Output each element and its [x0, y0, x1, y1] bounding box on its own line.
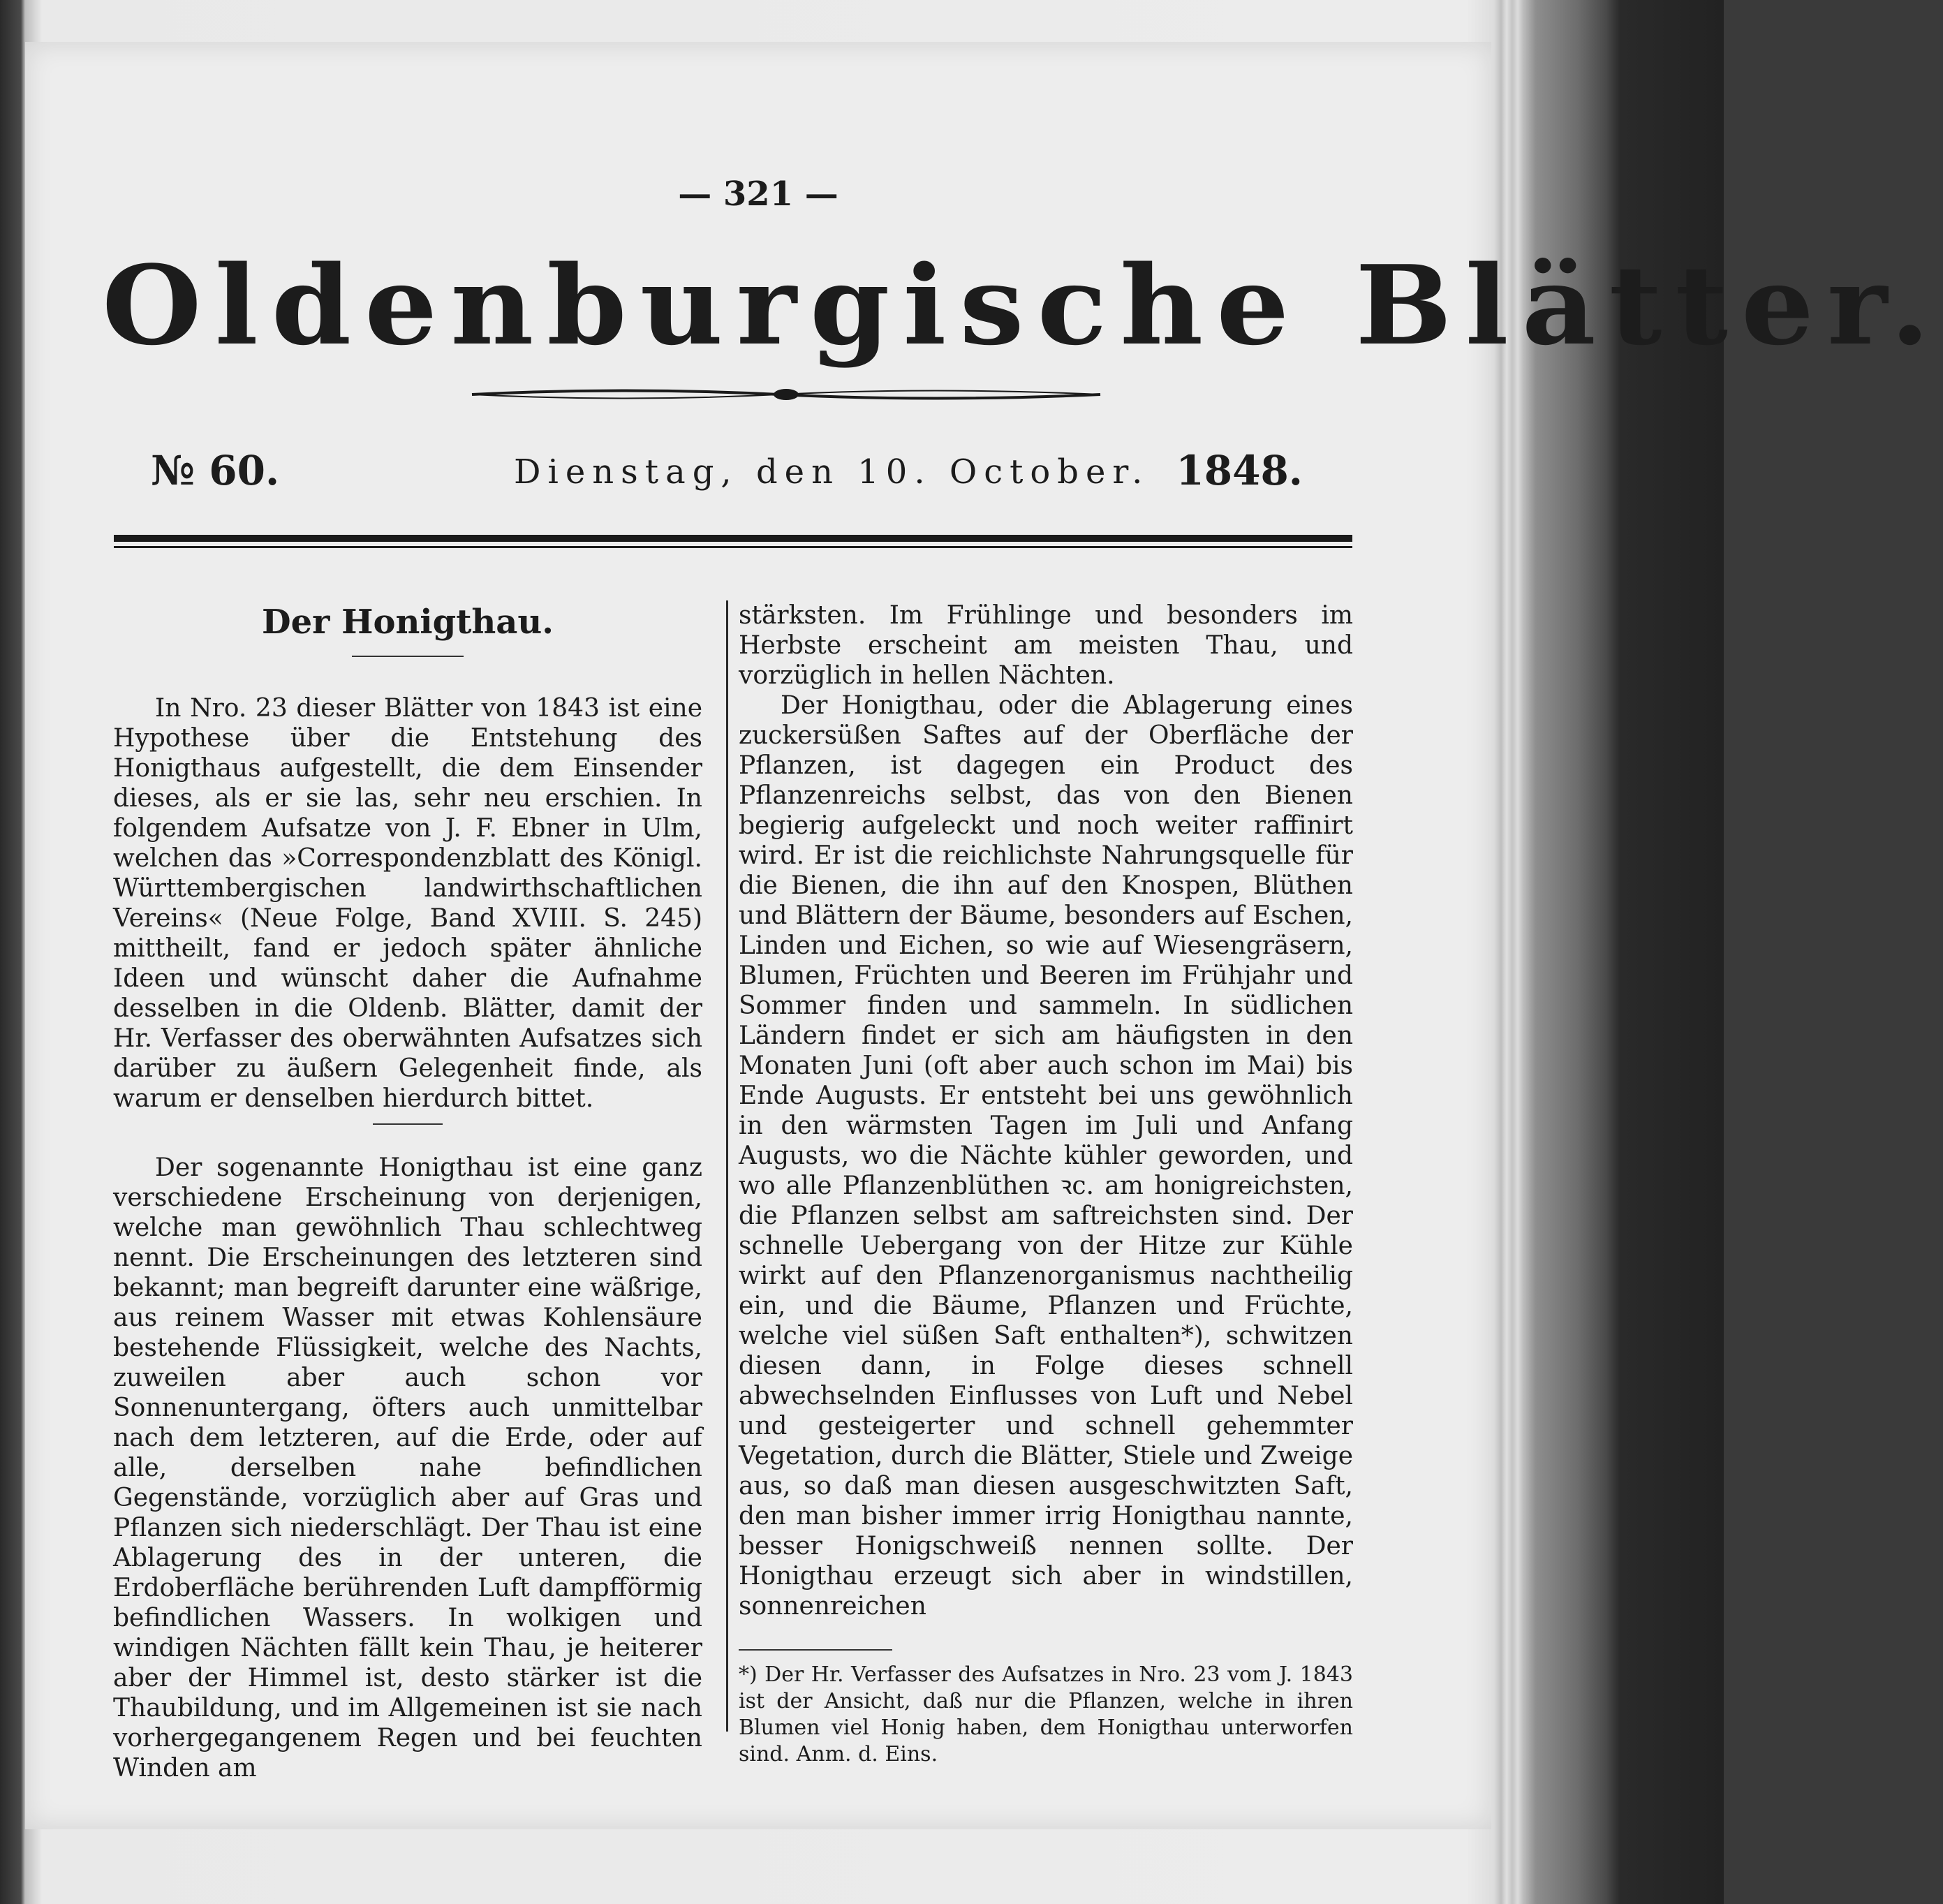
footnote-rule	[739, 1649, 892, 1651]
article-paragraph-1: Der sogenannte Honigthau ist eine ganz verschiedene Erscheinung von derjenigen, welche man gewöhnlich Thau schlechtweg nennt. Die Erscheinungen des letzteren sind bekannt; man begreift darunter eine wäßrige, aus reinem Wasser mit etwas Kohlensäure bestehende Flüssigkeit, welche des Nachts, zuweilen aber auch schon vor Sonnenuntergang, öfters auch unmittelbar nach dem letzteren, auf die Erde, oder auf alle, derselben nahe befindlichen Gegenstände, vorzüglich aber auf Gras und Pflanzen sich niederschlägt. Der Thau ist eine Ablagerung des in der unteren, die Erdoberfläche berührenden Luft dampfförmig befindlichen Wassers. In wolkigen und windigen Nächten fällt kein Thau, je heiterer aber der Himmel ist, desto stärker ist die Thaubildung, und im Allgemeinen ist sie nach vorhergegangenem Regen und bei feuchten Winden am	[113, 1153, 702, 1783]
article-paragraph-2: Der Honigthau, oder die Ablagerung eines zuckersüßen Saftes auf der Oberfläche der Pflanzen, ist dagegen ein Product des Pflanzenreichs selbst, das von den Bienen begierig aufgeleckt und noch weiter raffinirt wird. Er ist die reichlichste Nahrungsquelle für die Bienen, die ihn auf den Knospen, Blüthen und Blättern der Bäume, besonders auf Eschen, Linden und Eichen, so wie auf Wiesengräsern, Blumen, Früchten und Beeren im Frühjahr und Sommer finden und sammeln. In südlichen Ländern findet er sich am häufigsten in den Monaten Juni (oft aber auch schon im Mai) bis Ende Augusts. Er entsteht bei uns gewöhnlich in den wärmsten Tagen im Juli und Anfang Augusts, wo die Nächte kühler geworden, und wo alle Pflanzenblüthen ꝛc. am honigreichsten, die Pflanzen selbst am saftreichsten sind. Der schnelle Uebergang von der Hitze zur Kühle wirkt auf den Pflanzenorganismus nachtheilig ein, und die Bäume, Pflanzen und Früchte, welche viel süßen Saft enthalten*), schwitzen diesen dann, in Folge dieses schnell abwechselnden Einflusses von Luft und Nebel und gesteigerter und schnell gehemmter Vegetation, durch die Blätter, Stiele und Zweige aus, so daß man diesen ausgeschwitzten Saft, den man bisher immer irrig Honigthau nannte, besser Honigschweiß nennen sollte. Der Honigthau erzeugt sich aber in windstillen, sonnenreichen	[739, 691, 1353, 1621]
column-divider	[726, 600, 728, 1732]
page-number: — 321 —	[678, 175, 838, 214]
header-rule-thick	[114, 535, 1352, 542]
article-intro: In Nro. 23 dieser Blätter von 1843 ist eine Hypothese über die Entstehung des Honigthaus aufgestellt, die dem Einsender dieses, als er sie las, sehr neu erschien. In folgendem Aufsatze von J. F. Ebner in Ulm, welchen das »Correspondenzblatt des Königl. Württembergischen landwirthschaftlichen Vereins« (Neue Folge, Band XVIII. S. 245) mittheilt, fand er jedoch später ähnliche Ideen und wünscht daher die Aufnahme desselben in die Oldenb. Blätter, damit der Hr. Verfasser des oberwähnten Aufsatzes sich darüber zu äußern Gelegenheit finde, als warum er denselben hierdurch bittet.	[113, 694, 702, 1113]
article-paragraph-1-continued: stärksten. Im Frühlinge und besonders im Herbste erscheint am meisten Thau, und vorzüglich in hellen Nächten.	[739, 601, 1353, 690]
header-rule-thin	[114, 546, 1352, 548]
issue-line	[151, 447, 1303, 503]
newspaper-page	[25, 42, 1943, 1829]
left-column	[113, 600, 702, 1783]
article-title: Der Honigthau.	[261, 603, 554, 642]
intro-rule	[373, 1123, 443, 1125]
issue-year: 1848.	[1176, 447, 1303, 494]
title-rule	[352, 656, 464, 657]
right-column	[739, 600, 1353, 1768]
issue-number: № 60.	[151, 447, 280, 494]
footnote: *) Der Hr. Verfasser des Aufsatzes in Nro. 23 vom J. 1843 ist der Ansicht, daß nur die Pflanzen, welche in ihren Blumen viel Honig haben, dem Honigthau unterworfen sind. Anm. d. Eins.	[739, 1662, 1353, 1766]
issue-date: Dienstag, den 10. October.	[514, 452, 1150, 492]
ornament-divider-icon	[472, 384, 1100, 405]
masthead-title: Oldenburgische Blätter.	[102, 242, 1943, 369]
